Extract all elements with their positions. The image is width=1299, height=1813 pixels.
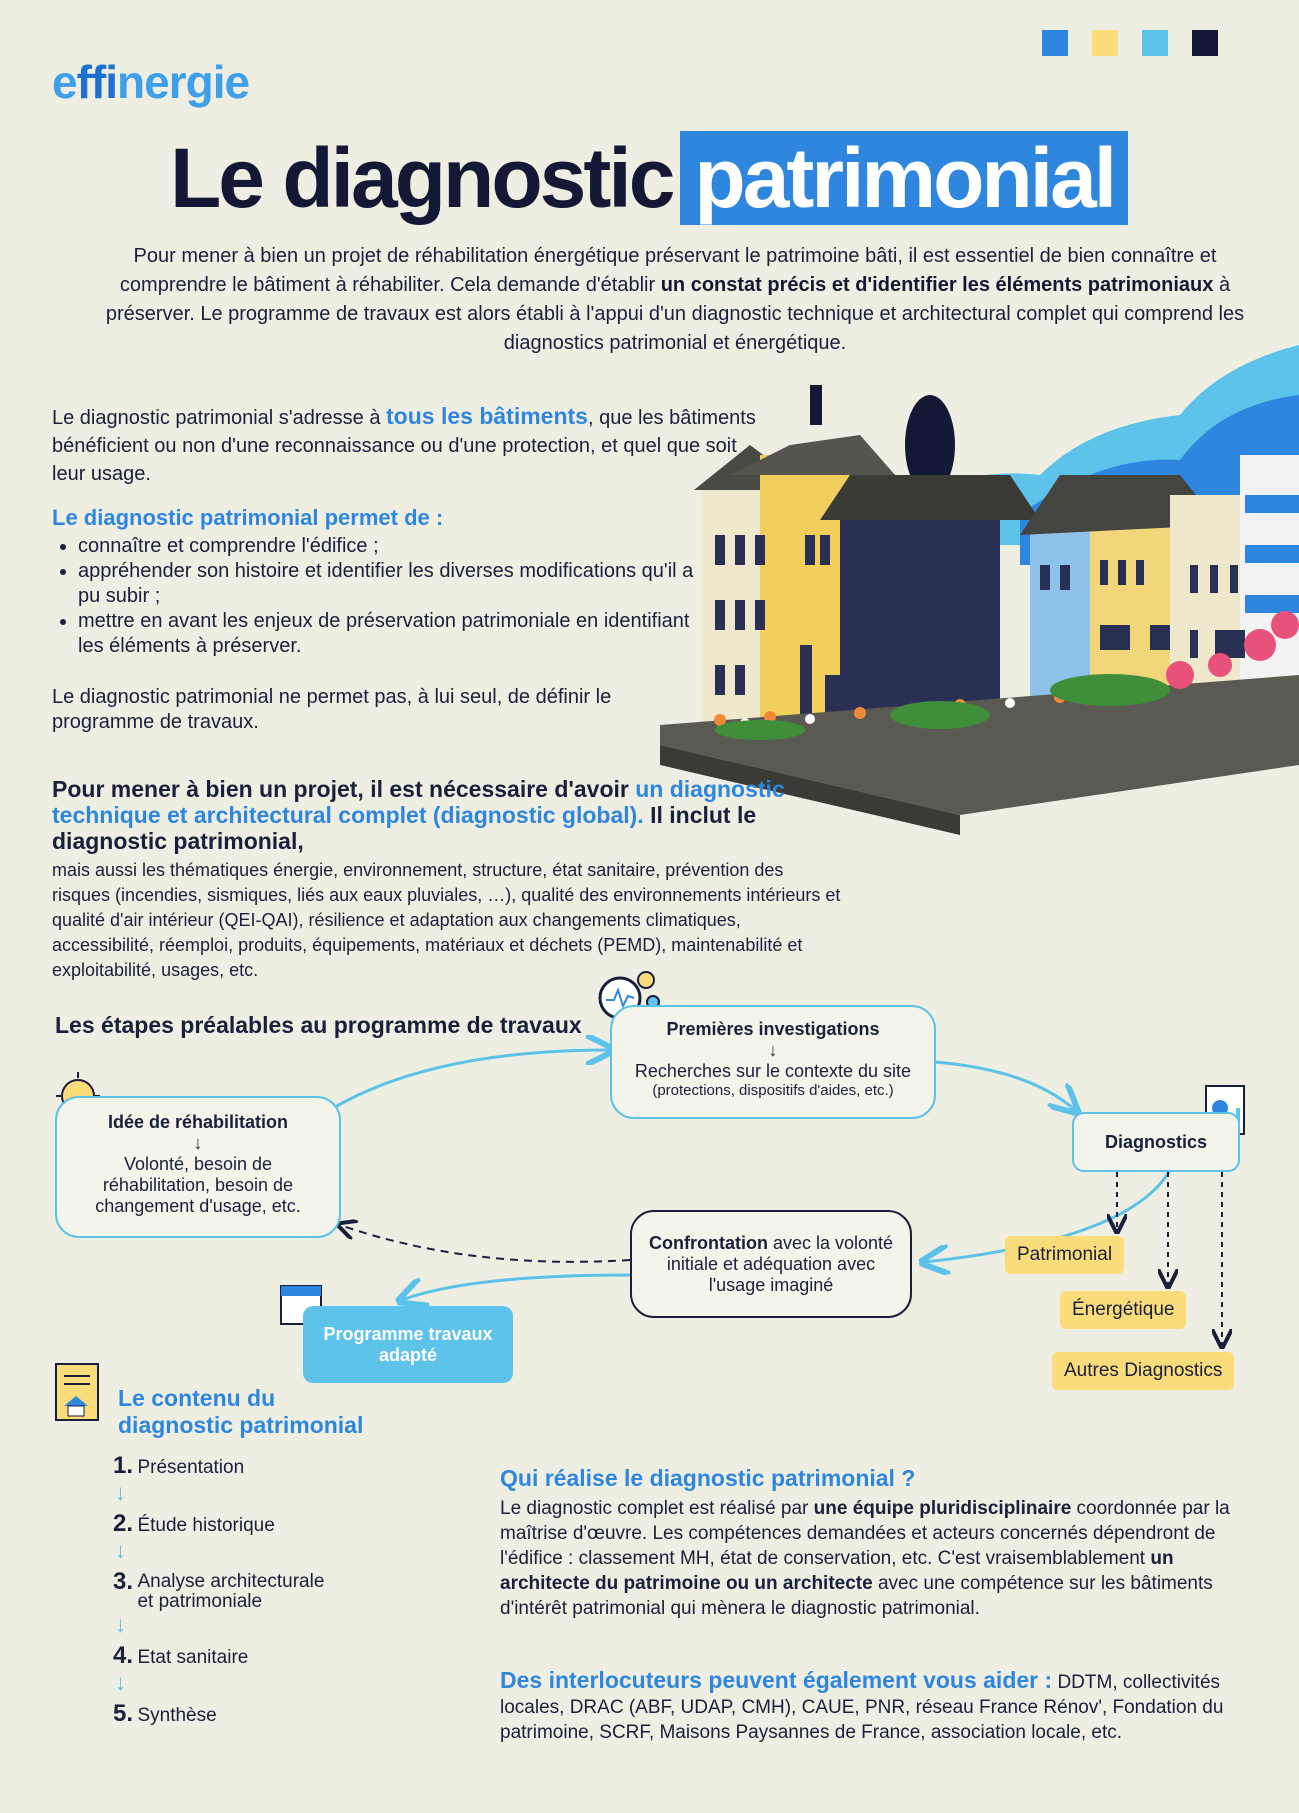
steps-title: Les étapes préalables au programme de travaux	[55, 1012, 582, 1038]
confrontation-text: avec la volonté initiale et adéquation avec l'usage imaginé	[666, 1232, 894, 1295]
tag-autres-diagnostics: Autres Diagnostics	[1052, 1352, 1234, 1390]
list-item: • appréhender son histoire et identifier les diverses modifications qu'il a pu subir ;	[78, 559, 698, 609]
note-paragraph: Le diagnostic patrimonial ne permet pas, à lui seul, de définir le programme de travaux.	[52, 686, 612, 733]
list-item: 4. Etat sanitaire	[113, 1642, 249, 1669]
aide-paragraph: Des interlocuteurs peuvent également vous aider : DDTM, collectivités locales, DRAC (ABF, UDAP, CMH), CAUE, PNR, réseau France Rénov', Fondation du patrimoine, SCRF, Maisons Paysannes de France, association locale, etc.	[500, 1667, 1224, 1743]
contenu-title: Le contenu du diagnostic patrimonial	[118, 1385, 364, 1438]
arrow-down-icon: ↓	[115, 1480, 126, 1505]
investigations-desc: Recherches sur le contexte du site	[634, 1061, 912, 1081]
arrow-down-icon: ↓	[115, 1612, 126, 1637]
list-item: • connaître et comprendre l'édifice ;	[78, 534, 698, 559]
contenu-list	[113, 1452, 413, 1728]
permet-heading: Le diagnostic patrimonial permet de :	[52, 505, 444, 530]
qui-heading: Qui réalise le diagnostic patrimonial ?	[500, 1465, 916, 1491]
tag-patrimonial: Patrimonial	[1005, 1236, 1124, 1274]
dashed-arrow-to-idee	[340, 1225, 630, 1262]
diagnostics-title: Diagnostics	[1104, 1131, 1208, 1152]
list-item: 3. Analyse architecturale et patrimoniale	[113, 1568, 325, 1612]
qui-text: Le diagnostic complet est réalisé par une équipe pluridisciplinaire coordonnée par la maîtrise d'œuvre. Les compétences demandées et acteurs concernés dépendront de l'édifice : classement MH, état de conservation, etc. C'est vraisemblablement un architecte du patrimoine ou un architecte avec une compétence sur les bâtiments d'intérêt patrimonial qui mènera le diagnostic patrimonial.	[500, 1498, 1230, 1619]
investigations-box	[610, 1005, 936, 1119]
idee-title: Idée de réhabilitation	[107, 1112, 289, 1132]
investigations-sub: (protections, dispositifs d'aides, etc.)	[652, 1082, 894, 1099]
list-item: 5. Synthèse	[113, 1700, 217, 1727]
idee-desc: Volonté, besoin de réhabilitation, besoin de changement d'usage, etc.	[95, 1154, 301, 1216]
list-item: 1. Présentation	[113, 1452, 245, 1479]
arrow-to-programme	[402, 1275, 630, 1300]
intro-paragraph: Pour mener à bien un projet de réhabilitation énergétique préservant le patrimoine bâti, il est essentiel de bien connaître et comprendre le bâtiment à réhabiliter. Cela demande d'établir un constat précis et d'identifier les éléments patrimoniaux à préserver. Le programme de travaux est alors établi à l'appui d'un diagnostic technique et architectural complet qui comprend les diagnostics patrimonial et énergétique.	[105, 245, 1245, 354]
idee-box	[55, 1096, 341, 1238]
global-diagnostic-body: mais aussi les thématiques énergie, environnement, structure, état sanitaire, prévention des risques (incendies, sismiques, liés aux eaux pluviales, …), qualité des environnements intérieurs et qualité d'air intérieur (QEI-QAI), résilience et adaptation aux changements climatiques, accessibilité, réemploi, produits, équipements, matériaux et déchets (PEMD), maintenabilité et exploitabilité, usages, etc.	[52, 860, 841, 980]
investigations-title: Premières investigations	[666, 1019, 880, 1039]
arrow-down-icon: ↓	[115, 1538, 126, 1563]
confrontation-bold: Confrontation	[648, 1232, 768, 1253]
confrontation-box	[630, 1210, 912, 1318]
effinergie-logo: effinergie	[52, 56, 250, 108]
document-house-icon	[50, 1360, 106, 1426]
global-diagnostic-lead: Pour mener à bien un projet, il est nécessaire d'avoir un diagnostic technique et architectural complet (diagnostic global). Il inclut le diagnostic patrimonial,	[52, 776, 785, 854]
arrow-to-investigations	[330, 1050, 610, 1110]
page-title: Le diagnostic patrimonial	[170, 130, 1128, 226]
target-paragraph: Le diagnostic patrimonial s'adresse à tous les bâtiments, que les bâtiments bénéficient ou non d'une reconnaissance ou d'une protection, et quel que soit leur usage.	[52, 403, 756, 485]
arrow-down-icon: ↓	[115, 1670, 126, 1695]
tag-energetique: Énergétique	[1060, 1291, 1186, 1329]
list-item: 2. Étude historique	[113, 1510, 275, 1537]
list-item: • mettre en avant les enjeux de préservation patrimoniale en identifiant les éléments à préserver.	[78, 609, 698, 659]
investigations-arrow: ↓	[768, 1040, 778, 1060]
qui-section	[500, 1465, 1230, 1621]
diagnostics-box	[1072, 1112, 1240, 1172]
arrow-to-diagnostics	[935, 1062, 1075, 1110]
idee-arrow: ↓	[193, 1133, 203, 1153]
programme-box: Programme travaux adapté	[303, 1306, 513, 1383]
